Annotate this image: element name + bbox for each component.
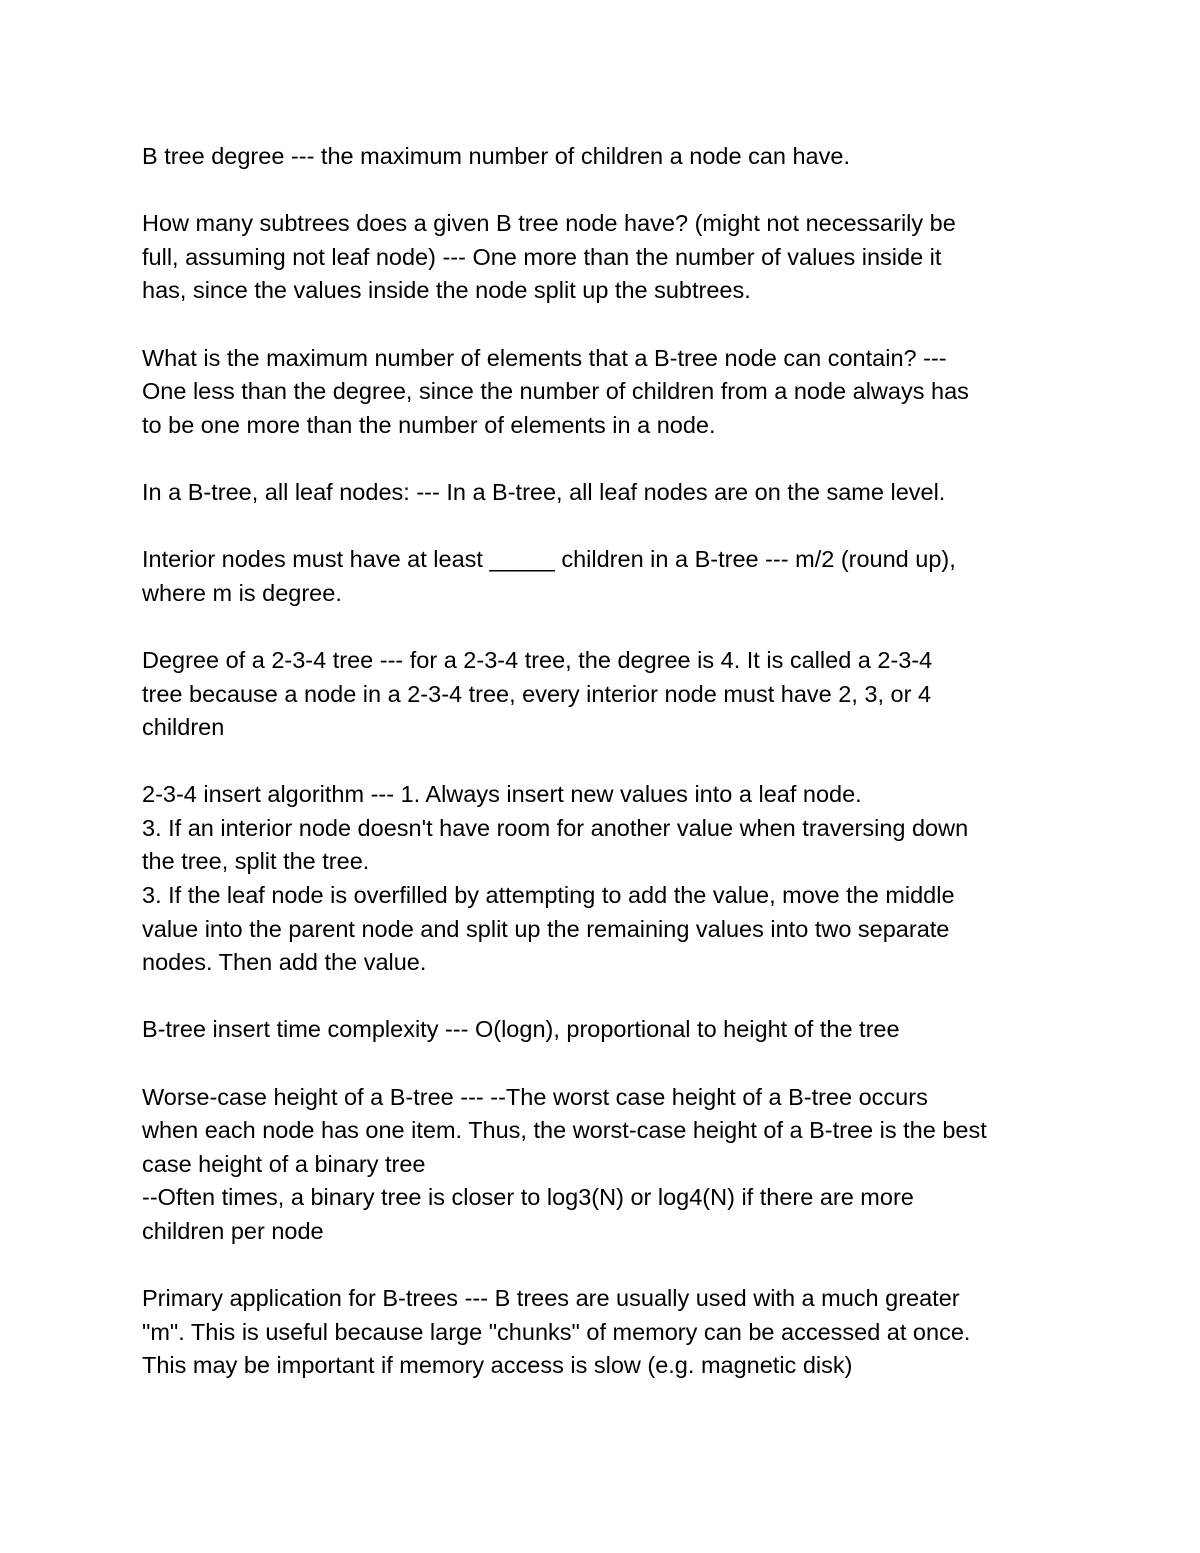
text-line: Primary application for B-trees --- B trees are usually used with a much greater (142, 1285, 960, 1312)
text-line: value into the parent node and split up the remaining values into two separate (142, 915, 950, 942)
paragraph (142, 543, 1072, 610)
text-line: How many subtrees does a given B tree node have? (might not necessarily be (142, 210, 956, 237)
text-line: B tree degree --- the maximum number of children a node can have. (142, 143, 850, 169)
text-line: B-tree insert time complexity --- O(logn), proportional to height of the tree (142, 1016, 900, 1043)
text-line: to be one more than the number of elements in a node. (142, 411, 716, 438)
paragraph (142, 1282, 1072, 1383)
text-line: children per node (142, 1218, 324, 1244)
text-line: tree because a node in a 2-3-4 tree, every interior node must have 2, 3, or 4 (142, 680, 932, 707)
paragraph (142, 1013, 1072, 1047)
paragraph (142, 342, 1072, 443)
text-line: "m". This is useful because large "chunks" of memory can be accessed at once. (142, 1318, 971, 1345)
text-line: Interior nodes must have at least _____ children in a B-tree --- m/2 (round up), (142, 546, 956, 573)
text-line: when each node has one item. Thus, the worst-case height of a B-tree is the best (142, 1117, 987, 1144)
text-line: 2-3-4 insert algorithm --- 1. Always insert new values into a leaf node. (142, 781, 862, 808)
paragraph (142, 207, 1072, 308)
paragraph (142, 140, 1072, 174)
text-line: nodes. Then add the value. (142, 949, 427, 976)
text-line: 3. If an interior node doesn't have room for another value when traversing down (142, 814, 969, 841)
text-line: --Often times, a binary tree is closer to log3(N) or log4(N) if there are more (142, 1184, 914, 1211)
text-line: What is the maximum number of elements that a B-tree node can contain? --- (142, 344, 947, 371)
text-line: This may be important if memory access is slow (e.g. magnetic disk) (142, 1352, 853, 1379)
text-line: children (142, 714, 225, 741)
paragraph (142, 778, 1072, 980)
text-line: 3. If the leaf node is overfilled by attempting to add the value, move the middle (142, 882, 955, 909)
text-line: where m is degree. (142, 579, 342, 606)
text-line: One less than the degree, since the number of children from a node always has (142, 378, 969, 405)
paragraph (142, 644, 1072, 745)
text-line: full, assuming not leaf node) --- One more than the number of values inside it (142, 243, 942, 270)
text-line: case height of a binary tree (142, 1150, 426, 1177)
paragraph (142, 476, 1072, 510)
text-line: Degree of a 2-3-4 tree --- for a 2-3-4 tree, the degree is 4. It is called a 2-3-4 (142, 646, 933, 673)
text-line: In a B-tree, all leaf nodes: --- In a B-tree, all leaf nodes are on the same level. (142, 478, 946, 505)
paragraph (142, 1081, 1072, 1249)
text-line: Worse-case height of a B-tree --- --The worst case height of a B-tree occurs (142, 1083, 928, 1110)
text-line: the tree, split the tree. (142, 848, 370, 875)
document-body (142, 140, 1072, 1417)
text-line: has, since the values inside the node split up the subtrees. (142, 277, 751, 304)
